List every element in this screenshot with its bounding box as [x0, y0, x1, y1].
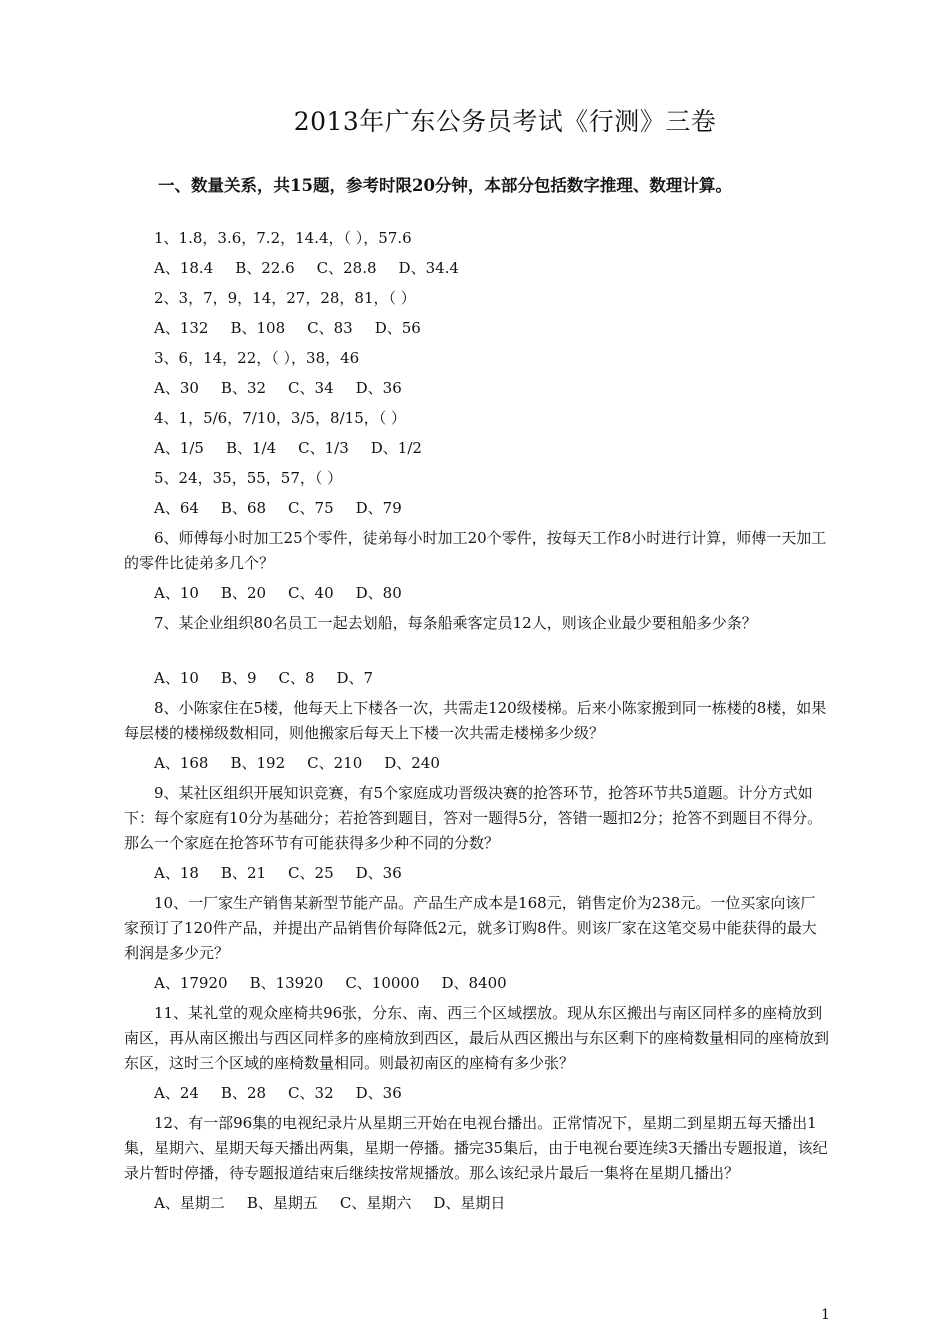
- options-5: [154, 496, 829, 521]
- option-c: C、25: [288, 864, 334, 882]
- option-a: A、30: [154, 379, 199, 397]
- question-10: [124, 891, 829, 966]
- page-title: 2013年广东公务员考试《行测》三卷: [293, 107, 717, 136]
- option-a: A、10: [154, 669, 199, 687]
- option-b: B、9: [220, 669, 257, 687]
- options-2: [154, 316, 829, 341]
- option-a: A、18.4: [154, 259, 214, 277]
- option-b: B、28: [220, 1084, 267, 1102]
- option-b: B、1/4: [225, 439, 277, 457]
- option-d: D、34.4: [398, 259, 459, 277]
- option-b: B、192: [230, 754, 286, 772]
- option-d: D、36: [355, 864, 402, 882]
- option-d: D、星期日: [433, 1194, 506, 1212]
- question-text: 7、某企业组织80名员工一起去划船，每条船乘客定员12人，则该企业最少要租船多少条？: [154, 614, 757, 632]
- option-c: C、34: [288, 379, 334, 397]
- option-a: A、132: [154, 319, 209, 337]
- question-8: [124, 696, 829, 746]
- question-text: 11、某礼堂的观众座椅共96张，分东、南、西三个区域摆放。现从东区搬出与南区同样多的座椅放到南区，再从南区搬出与西区同样多的座椅放到西区，最后从西区搬出与东区剩下的座椅数量相同的座椅放到东区，这时三个区域的座椅数量相同。则最初南区的座椅有多少张？: [124, 1004, 830, 1072]
- option-d: D、8400: [441, 974, 507, 992]
- options-8: [154, 751, 829, 776]
- option-d: D、1/2: [370, 439, 422, 457]
- option-b: B、22.6: [235, 259, 295, 277]
- question-list: [124, 226, 829, 1216]
- question-12: [124, 1111, 829, 1186]
- question-text: 6、师傅每小时加工25个零件，徒弟每小时加工20个零件，按每天工作8小时进行计算，师傅一天加工的零件比徒弟多几个？: [124, 529, 827, 572]
- question-text: 8、小陈家住在5楼，他每天上下楼各一次，共需走120级楼梯。后来小陈家搬到同一栋楼的8楼，如果每层楼的楼梯级数相同，则他搬家后每天上下楼一次共需走楼梯多少级？: [124, 699, 827, 742]
- option-b: B、星期五: [246, 1194, 318, 1212]
- option-c: C、40: [288, 584, 334, 602]
- question-text: 9、某社区组织开展知识竞赛，有5个家庭成功晋级决赛的抢答环节，抢答环节共5道题。计分方式如下：每个家庭有10分为基础分；若抢答到题目，答对一题得5分，答错一题扣2分；抢答不到题目不得分。那么一个家庭在抢答环节有可能获得多少种不同的分数？: [124, 784, 823, 852]
- option-b: B、20: [220, 584, 267, 602]
- option-d: D、56: [374, 319, 421, 337]
- question-text: 10、一厂家生产销售某新型节能产品。产品生产成本是168元，销售定价为238元。一位买家向该厂家预订了120件产品，并提出产品销售价每降低2元，就多订购8件。则该厂家在这笔交易中能获得的最大利润是多少元？: [124, 894, 817, 962]
- question-11: [124, 1001, 829, 1076]
- option-b: B、21: [220, 864, 267, 882]
- question-text: 3、6，14，22，（ ），38，46: [154, 349, 360, 367]
- page-number: 1: [821, 1307, 830, 1323]
- option-c: C、210: [307, 754, 363, 772]
- option-a: A、星期二: [154, 1194, 225, 1212]
- question-6: [124, 526, 829, 576]
- option-d: D、80: [355, 584, 402, 602]
- question-1: [124, 226, 829, 251]
- question-text: 5、24，35，55，57，（ ）: [154, 469, 343, 487]
- question-text: 4、1，5/6，7/10，3/5，8/15，（ ）: [154, 409, 407, 427]
- options-3: [154, 376, 829, 401]
- option-a: A、24: [154, 1084, 199, 1102]
- option-b: B、108: [230, 319, 286, 337]
- question-9: [124, 781, 829, 856]
- options-1: [154, 256, 829, 281]
- option-d: D、7: [336, 669, 374, 687]
- option-b: B、13920: [249, 974, 324, 992]
- question-2: [124, 286, 829, 311]
- option-c: C、83: [307, 319, 353, 337]
- option-c: C、32: [288, 1084, 334, 1102]
- options-10: [154, 971, 829, 996]
- options-9: [154, 861, 829, 886]
- option-b: B、32: [220, 379, 267, 397]
- question-text: 2、3，7，9，14，27，28，81，（ ）: [154, 289, 416, 307]
- option-d: D、36: [355, 1084, 402, 1102]
- option-d: D、79: [355, 499, 402, 517]
- options-6: [154, 581, 829, 606]
- option-c: C、星期六: [339, 1194, 412, 1212]
- option-c: C、8: [278, 669, 315, 687]
- option-d: D、36: [355, 379, 402, 397]
- question-text: 1、1.8，3.6，7.2，14.4，（ ），57.6: [154, 229, 412, 247]
- question-3: [124, 346, 829, 371]
- options-12: [154, 1191, 829, 1216]
- option-c: C、1/3: [298, 439, 349, 457]
- option-a: A、1/5: [154, 439, 204, 457]
- option-d: D、240: [384, 754, 440, 772]
- option-c: C、10000: [345, 974, 420, 992]
- option-c: C、75: [288, 499, 334, 517]
- section-heading: 一、数量关系，共15题，参考时限20分钟，本部分包括数字推理、数理计算。: [158, 176, 732, 195]
- option-a: A、10: [154, 584, 199, 602]
- question-4: [124, 406, 829, 431]
- options-4: [154, 436, 829, 461]
- question-text: 12、有一部96集的电视纪录片从星期三开始在电视台播出。正常情况下，星期二到星期五每天播出1集，星期六、星期天每天播出两集，星期一停播。播完35集后，由于电视台要连续3天播出专题报道，该纪录片暂时停播，待专题报道结束后继续按常规播放。那么该纪录片最后一集将在星期几播出？: [124, 1114, 828, 1182]
- option-a: A、168: [154, 754, 209, 772]
- option-b: B、68: [220, 499, 267, 517]
- question-7: [124, 611, 829, 636]
- option-a: A、18: [154, 864, 199, 882]
- options-7: [154, 666, 829, 691]
- option-c: C、28.8: [316, 259, 377, 277]
- option-a: A、17920: [154, 974, 228, 992]
- options-11: [154, 1081, 829, 1106]
- option-a: A、64: [154, 499, 199, 517]
- question-5: [124, 466, 829, 491]
